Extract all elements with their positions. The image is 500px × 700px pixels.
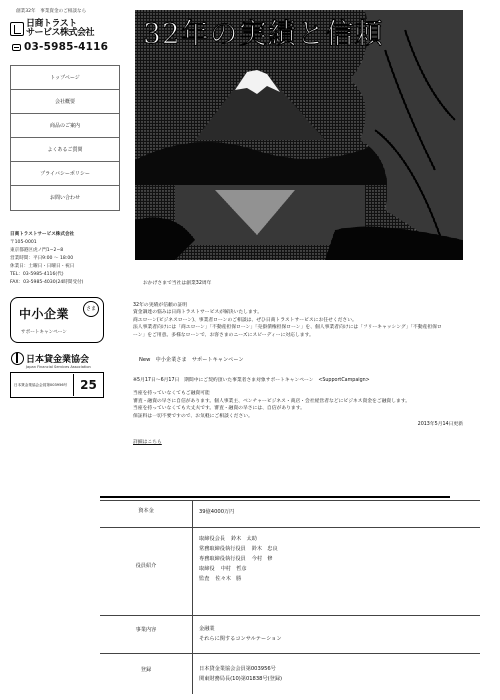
- nav-item-top[interactable]: トップページ: [11, 66, 119, 90]
- officer-name: 今村 修: [251, 555, 273, 562]
- officer-role: 取締役: [199, 565, 215, 572]
- sme-banner-sama: さま: [83, 301, 99, 317]
- company-logo-icon: [10, 22, 24, 36]
- business-line: 金融業: [199, 625, 215, 632]
- address-line: 東京都港区虎ノ門1−2−8: [10, 248, 64, 253]
- association-logo[interactable]: [10, 351, 128, 365]
- table-row-officers: [100, 528, 480, 616]
- company-address: [10, 231, 128, 287]
- nav-item-faq[interactable]: よくあるご質問: [11, 138, 119, 162]
- intro-line: 資金調達の悩みは日商トラストサービスが解決いたします。: [133, 310, 262, 315]
- address-line: 営業時間：平日9:00 〜 18:00: [10, 256, 74, 261]
- nav-item-privacy[interactable]: プライバシーポリシー: [11, 162, 119, 186]
- intro-line: 32年の実績が信頼の証明: [133, 302, 188, 308]
- campaign-line: 当座を持っていなくてもご融資可能: [133, 391, 210, 396]
- hero-headline: 32年の実績と信頼: [143, 17, 384, 50]
- officer-role: 監査: [199, 575, 210, 582]
- officer-name: 鈴木 忠良: [251, 545, 278, 552]
- nav-item-products[interactable]: 商品のご案内: [11, 114, 119, 138]
- left-column: [10, 8, 128, 398]
- intro-line: ーン」をご用意。多様なローンで、お客さまのニーズにスピーディーに対応します。: [133, 332, 314, 338]
- campaign-section: [133, 377, 463, 447]
- campaign-title: New 中小企業さま サポートキャンペーン: [139, 357, 244, 363]
- business-value: [192, 616, 480, 653]
- registration-badge[interactable]: [10, 372, 104, 398]
- registration-value: [192, 654, 480, 694]
- phone-number: 03-5985-4116: [24, 41, 109, 53]
- address-company-name: 日商トラストサービス株式会社: [10, 232, 75, 237]
- business-label: 事業内容: [135, 626, 157, 633]
- registration-badge-number: 25: [73, 374, 103, 396]
- officer-role: 専務取締役執行役員: [199, 555, 246, 562]
- details-link[interactable]: 詳細はこちら: [133, 439, 162, 445]
- address-line: FAX：03-5985-4030(24時間受付): [10, 280, 84, 285]
- address-line: 〒105-0001: [10, 240, 37, 245]
- campaign-line: 当座を持っていなくても大丈夫です。審査・融資の早さには、自信があります。: [133, 406, 305, 411]
- campaign-line: 保証料は一切不要ですので、お気軽にご相談ください。: [133, 413, 253, 419]
- officer-name: 佐々木 勝: [215, 575, 242, 582]
- registration-badge-text: 日本貸金業協会会員第003956号: [14, 382, 68, 387]
- officers-label: 役員紹介: [135, 562, 157, 569]
- officer-entry: [199, 534, 474, 544]
- registration-line: 関東財務局長(10)第01838号(登録): [199, 675, 283, 682]
- phone-row: [12, 41, 128, 53]
- hero-image: [135, 10, 463, 260]
- main-content: [133, 280, 463, 446]
- intro-line: 法人事業者向けには「商エローン」「不動産担保ローン」「売掛債権担保ローン」を、個人事業者向けには「フリーキャッシング」「不動産担保ロ: [133, 325, 442, 330]
- table-row-business: [100, 616, 480, 654]
- sme-banner-title: 中小企業: [19, 307, 70, 321]
- table-top-rule: [100, 496, 450, 498]
- company-name-line1: 日商トラスト: [26, 19, 77, 29]
- officer-entry: [199, 574, 474, 584]
- officer-name: 鈴木 太助: [230, 535, 257, 542]
- sme-campaign-banner[interactable]: [10, 297, 104, 343]
- company-name: [26, 20, 94, 38]
- officer-role: 常務取締役執行役員: [199, 545, 246, 552]
- registration-label: 登録: [140, 666, 152, 673]
- campaign-line: 審査・融資の早さに自信があります。個人事業主、ベンチャービジネス・商店・会社経営者などにビジネス資金をご融資します。: [133, 398, 411, 404]
- officer-role: 取締役会長: [199, 535, 225, 542]
- capital-label: 資本金: [138, 507, 154, 514]
- update-date: 2013年5月14日更新: [417, 422, 463, 427]
- officers-list: [192, 528, 480, 615]
- table-row-registration: [100, 654, 480, 694]
- nav-item-company[interactable]: 会社概要: [11, 90, 119, 114]
- address-line: TEL：03-5985-4116(代): [10, 272, 64, 277]
- table-row-capital: [100, 500, 480, 528]
- intro-section: [133, 302, 463, 340]
- phone-icon: [12, 44, 21, 51]
- address-line: 休業日：土曜日・日曜日・祝日: [10, 264, 75, 269]
- officer-entry: [199, 544, 474, 554]
- anniversary-text: おかげさまで当社は創業32周年: [143, 281, 212, 286]
- campaign-period: ※5月17日〜6月17日 期間中にご契約頂いた事業者さま対象サポートキャンペーン <SupportCampaign>: [133, 377, 370, 383]
- officer-name: 中村 哲彦: [220, 565, 247, 572]
- sme-banner-sub: サポートキャンペーン: [21, 330, 67, 335]
- business-line: それらに関するコンサルテーション: [199, 635, 282, 642]
- officer-entry: [199, 554, 474, 564]
- registration-line: 日本貸金業協会会員第003956号: [199, 665, 276, 672]
- association-sub: Japan Financial Services Association: [26, 365, 91, 369]
- intro-line: 商エローン(ビジネスローン)、事業者ローンのご相談は、ぜひ日商トラストサービスにお任せください。: [133, 317, 357, 323]
- association-emblem-icon: [10, 351, 24, 365]
- capital-value: 39億4000万円: [192, 501, 480, 527]
- tagline: 創業32年 事業資金のご相談なら: [16, 9, 87, 14]
- nav-item-contact[interactable]: お問い合わせ: [49, 195, 80, 201]
- officer-entry: [199, 564, 474, 574]
- side-nav: [10, 65, 120, 211]
- association-name: 日本貸金業協会: [26, 354, 90, 365]
- company-profile-table: [100, 496, 480, 694]
- company-logo[interactable]: [10, 20, 128, 38]
- company-name-line2: サービス株式会社: [26, 28, 95, 38]
